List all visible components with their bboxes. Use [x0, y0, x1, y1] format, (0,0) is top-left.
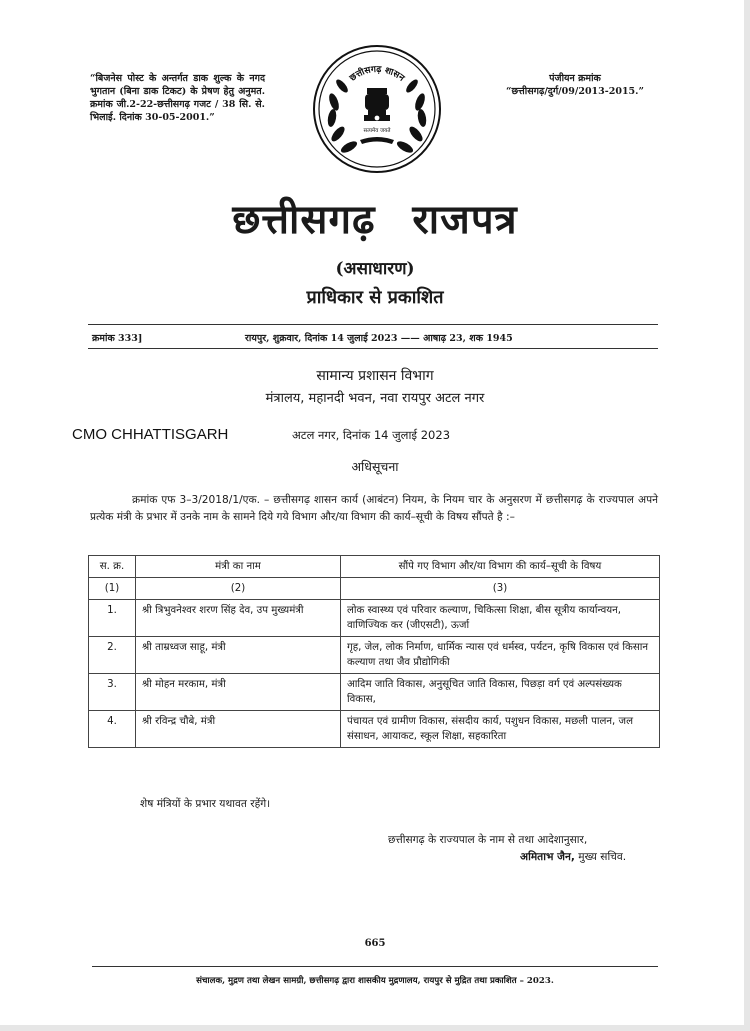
- portfolio-table: [88, 555, 660, 748]
- water-waves-icon: [360, 137, 394, 144]
- department-name: सामान्य प्रशासन विभाग: [316, 368, 434, 384]
- lion-capital-icon: [364, 88, 390, 121]
- header-departments: सौंपे गए विभाग और/या विभाग की कार्य–सूची के विषय: [341, 556, 660, 578]
- minister-cell: श्री रविन्द्र चौबे, मंत्री: [136, 711, 341, 748]
- table-row: [89, 674, 660, 711]
- ministry-address: मंत्रालय, महानदी भवन, नवा रायपुर अटल नगर: [265, 391, 485, 406]
- issue-date: रायपुर, शुक्रवार, दिनांक 14 जुलाई 2023 —— आषाढ़ 23, शक 1945: [245, 333, 513, 344]
- signatory: [520, 850, 626, 864]
- issue-number: क्रमांक 333]: [92, 333, 143, 344]
- signatory-name: अमिताभ जैन,: [520, 851, 575, 863]
- svg-text:छत्तीसगढ़ शासन: [347, 65, 406, 84]
- extraordinary-label: (असाधारण): [335, 259, 415, 279]
- table-column-numbers-row: [89, 578, 660, 600]
- notification-body: क्रमांक एफ 3–3/2018/1/एक. – छत्तीसगढ़ शासन कार्य (आबंटन) नियम, के नियम चार के अनुसरण में छत्तीसगढ़ के राज्यपाल अपने प्रत्येक मंत्री के प्रभार में उनके नाम के सामने दिये गये विभाग और/या विभाग की कार्य–सूची के विषय सौंपते है :–: [90, 494, 658, 523]
- departments-cell: पंचायत एवं ग्रामीण विकास, संसदीय कार्य, पशुधन विकास, मछली पालन, जल संसाधन, आयाकट, स्कूल शिक्षा, सहकारिता: [341, 711, 660, 748]
- serial-cell: 3.: [89, 674, 136, 711]
- departments-cell: आदिम जाति विकास, अनुसूचित जाति विकास, पिछड़ा वर्ग एवं अल्पसंख्यक विकास,: [341, 674, 660, 711]
- cmo-watermark: CMO CHHATTISGARH: [72, 426, 229, 443]
- column-number: (2): [136, 578, 341, 600]
- registration-block: [470, 72, 680, 98]
- footer-rule: [92, 966, 658, 967]
- table-row: [89, 711, 660, 748]
- table-header-row: [89, 556, 660, 578]
- order-line: छत्तीसगढ़ के राज्यपाल के नाम से तथा आदेशानुसार,: [388, 834, 588, 846]
- departments-cell: लोक स्वास्थ्य एवं परिवार कल्याण, चिकित्सा शिक्षा, बीस सूत्रीय कार्यान्वयन, वाणिज्यिक कर (जीएसटी), ऊर्जा: [341, 600, 660, 637]
- signatory-title: मुख्य सचिव.: [578, 851, 627, 863]
- printer-footer: संचालक, मुद्रण तथा लेखन सामग्री, छत्तीसगढ़ द्वारा शासकीय मुद्रणालय, रायपुर से मुद्रित तथा प्रकाशित – 2023.: [196, 976, 554, 986]
- serial-cell: 4.: [89, 711, 136, 748]
- header-minister: मंत्री का नाम: [136, 556, 341, 578]
- departments-cell: गृह, जेल, लोक निर्माण, धार्मिक न्यास एवं धर्मस्व, पर्यटन, कृषि विकास एवं किसान कल्याण तथा जैव प्रौद्योगिकी: [341, 637, 660, 674]
- issue-rule-bottom: [88, 348, 658, 349]
- page-edge-right: [744, 0, 750, 1031]
- column-number: (1): [89, 578, 136, 600]
- minister-cell: श्री त्रिभुवनेश्वर शरण सिंह देव, उप मुख्यमंत्री: [136, 600, 341, 637]
- seal-arc-text: छत्तीसगढ़ शासन: [348, 64, 406, 84]
- postal-permission-note: “बिजनेस पोस्ट के अन्तर्गत डाक शुल्क के नगद भुगतान (बिना डाक टिकट) के प्रेषण हेतु अनुमत. क्रमांक जी.2-22-छत्तीसगढ़ गजट / 38 सि. से. भिलाई. दिनांक 30-05-2001.”: [90, 73, 265, 123]
- minister-cell: श्री ताम्रध्वज साहू, मंत्री: [136, 637, 341, 674]
- authority-label: प्राधिकार से प्रकाशित: [306, 287, 444, 308]
- header-serial: स. क्र.: [89, 556, 136, 578]
- gazette-title: छत्तीसगढ़ राजपत्र: [232, 196, 518, 243]
- table-row: [89, 637, 660, 674]
- page-number: 665: [364, 938, 386, 949]
- place-date: अटल नगर, दिनांक 14 जुलाई 2023: [292, 428, 451, 442]
- state-seal-emblem: [312, 44, 442, 174]
- minister-cell: श्री मोहन मरकाम, मंत्री: [136, 674, 341, 711]
- issue-rule-top: [88, 324, 658, 325]
- seal-motto: सत्यमेव जयते: [363, 128, 391, 134]
- notification-heading: अधिसूचना: [351, 459, 399, 474]
- table-row: [89, 600, 660, 637]
- page-edge-bottom: [0, 1025, 750, 1031]
- serial-cell: 1.: [89, 600, 136, 637]
- registration-number: “छत्तीसगढ़/दुर्ग/09/2013-2015.”: [506, 86, 644, 97]
- column-number: (3): [341, 578, 660, 600]
- closing-remark: शेष मंत्रियों के प्रभार यथावत रहेंगे।: [140, 798, 271, 810]
- serial-cell: 2.: [89, 637, 136, 674]
- registration-label: पंजीयन क्रमांक: [549, 73, 601, 84]
